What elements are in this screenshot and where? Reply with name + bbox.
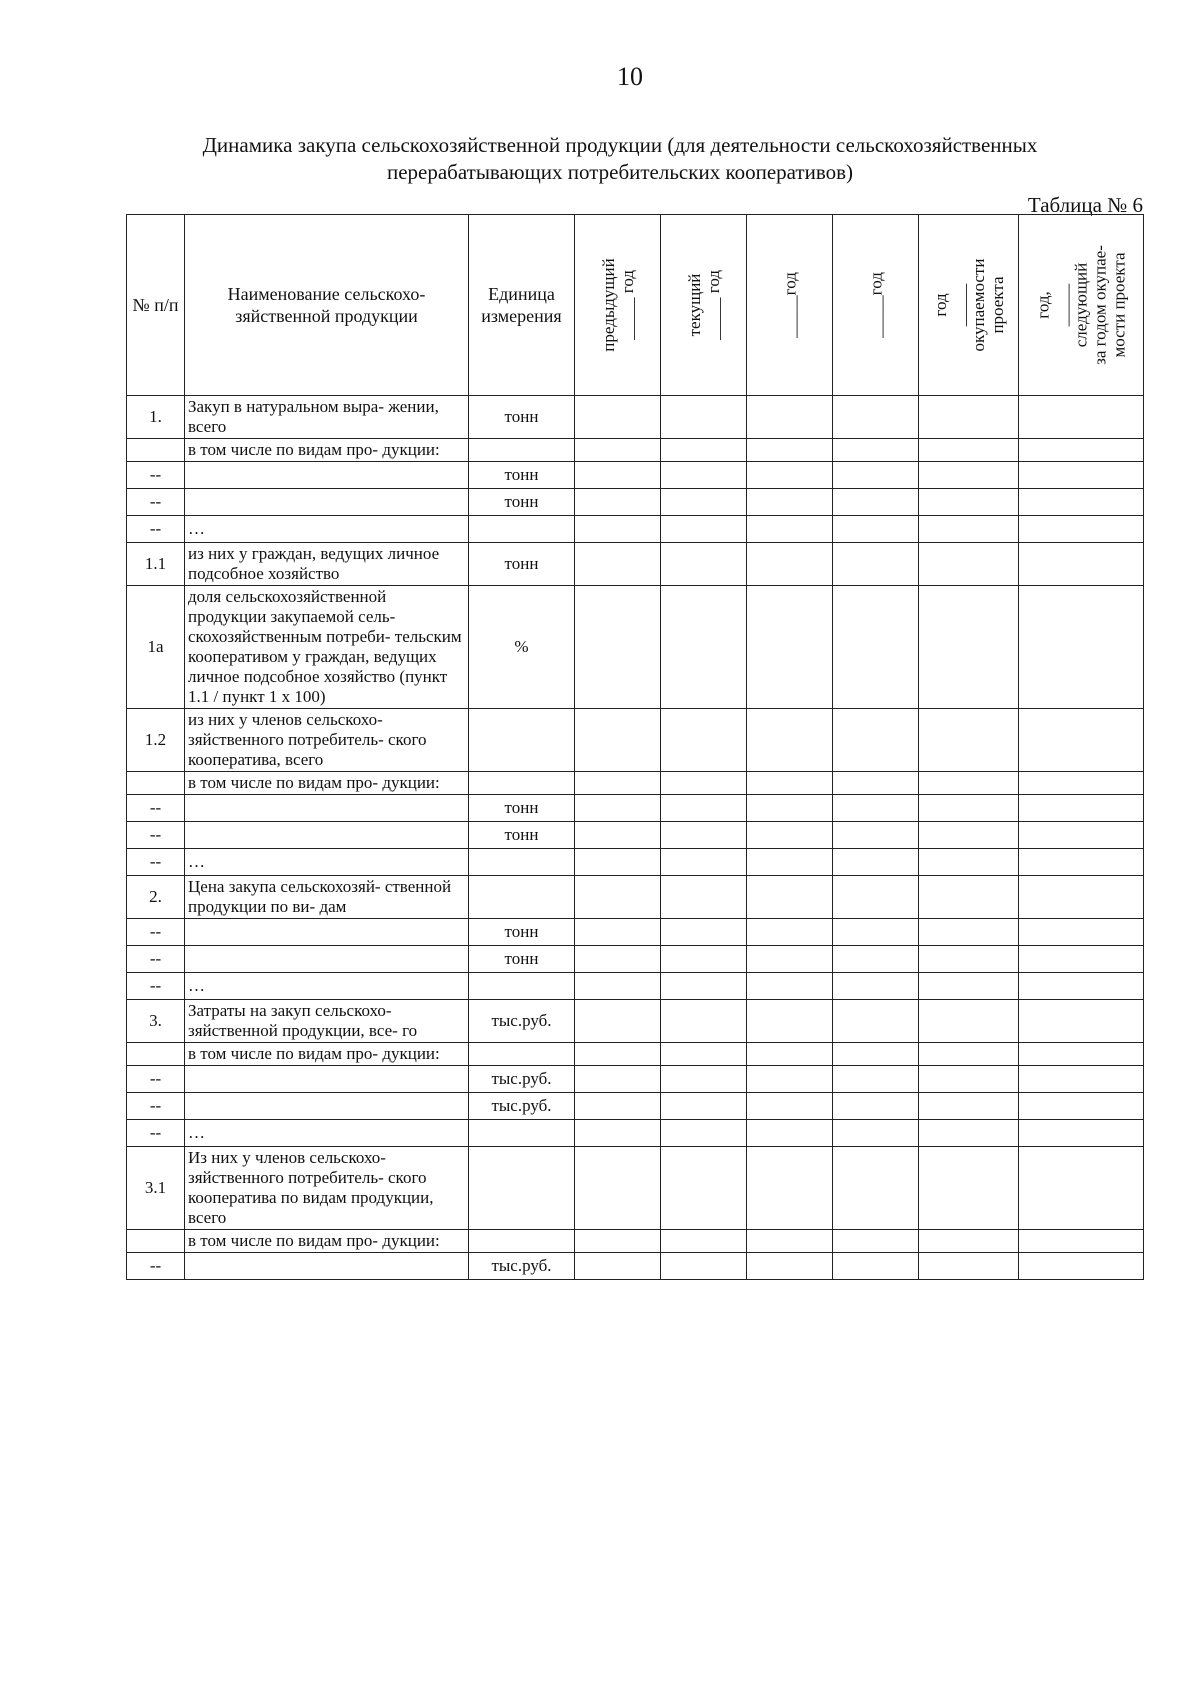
value-cell: [919, 1066, 1019, 1093]
row-number: --: [127, 462, 185, 489]
row-number: --: [127, 822, 185, 849]
value-cell: [833, 439, 919, 462]
product-name: в том числе по видам про- дукции:: [185, 1230, 469, 1253]
unit-cell: [469, 772, 575, 795]
value-cell: [661, 876, 747, 919]
row-number: 1.1: [127, 543, 185, 586]
header-period-line: следующий: [1071, 262, 1091, 348]
table-row: [127, 586, 1144, 709]
value-cell: [833, 946, 919, 973]
value-cell: [661, 709, 747, 772]
table-row: [127, 1043, 1144, 1066]
value-cell: [1019, 1120, 1144, 1147]
table-row: [127, 543, 1144, 586]
value-cell: [1019, 489, 1144, 516]
value-cell: [661, 849, 747, 876]
value-cell: [575, 1147, 661, 1230]
product-name: [185, 462, 469, 489]
row-number: --: [127, 849, 185, 876]
unit-cell: тонн: [469, 489, 575, 516]
value-cell: [833, 822, 919, 849]
value-cell: [833, 1147, 919, 1230]
product-name: [185, 946, 469, 973]
value-cell: [575, 919, 661, 946]
value-cell: [575, 1120, 661, 1147]
value-cell: [1019, 1230, 1144, 1253]
table-row: [127, 462, 1144, 489]
value-cell: [833, 795, 919, 822]
value-cell: [919, 876, 1019, 919]
table-row: [127, 946, 1144, 973]
value-cell: [833, 462, 919, 489]
value-cell: [661, 973, 747, 1000]
product-name: [185, 1253, 469, 1280]
value-cell: [661, 396, 747, 439]
value-cell: [919, 973, 1019, 1000]
header-period-line: _____ год: [703, 270, 723, 340]
header-period: [833, 215, 919, 396]
value-cell: [919, 396, 1019, 439]
table-row: [127, 709, 1144, 772]
value-cell: [575, 1230, 661, 1253]
product-name: …: [185, 849, 469, 876]
value-cell: [919, 586, 1019, 709]
value-cell: [661, 1066, 747, 1093]
row-number: --: [127, 919, 185, 946]
unit-cell: тыс.руб.: [469, 1093, 575, 1120]
value-cell: [919, 919, 1019, 946]
value-cell: [661, 919, 747, 946]
product-name: [185, 489, 469, 516]
unit-cell: [469, 1120, 575, 1147]
header-unit: Единица измерения: [469, 215, 575, 396]
value-cell: [833, 849, 919, 876]
unit-cell: тыс.руб.: [469, 1253, 575, 1280]
product-name: в том числе по видам про- дукции:: [185, 1043, 469, 1066]
table-row: [127, 1253, 1144, 1280]
value-cell: [833, 919, 919, 946]
table-row: [127, 772, 1144, 795]
value-cell: [575, 973, 661, 1000]
product-name: из них у граждан, ведущих личное подсобное хозяйство: [185, 543, 469, 586]
row-number: 2.: [127, 876, 185, 919]
value-cell: [833, 1230, 919, 1253]
value-cell: [747, 919, 833, 946]
row-number: --: [127, 1093, 185, 1120]
value-cell: [747, 1230, 833, 1253]
unit-cell: тонн: [469, 543, 575, 586]
value-cell: [833, 1093, 919, 1120]
value-cell: [747, 876, 833, 919]
row-number: 1.2: [127, 709, 185, 772]
table-label: Таблица № 6: [1027, 193, 1143, 217]
value-cell: [919, 1093, 1019, 1120]
header-period: [747, 215, 833, 396]
value-cell: [1019, 516, 1144, 543]
value-cell: [747, 462, 833, 489]
value-cell: [919, 849, 1019, 876]
product-name: [185, 822, 469, 849]
value-cell: [1019, 1066, 1144, 1093]
value-cell: [661, 795, 747, 822]
row-number: 1а: [127, 586, 185, 709]
unit-cell: [469, 973, 575, 1000]
page-number: 10: [617, 62, 643, 91]
table-row: [127, 1093, 1144, 1120]
value-cell: [575, 795, 661, 822]
value-cell: [1019, 1253, 1144, 1280]
value-cell: [919, 1120, 1019, 1147]
product-name: Из них у членов сельскохо- зяйственного потребитель- ского кооператива по видам продукции, всего: [185, 1147, 469, 1230]
header-period-line: _____: [949, 283, 969, 327]
value-cell: [919, 822, 1019, 849]
unit-cell: [469, 709, 575, 772]
value-cell: [833, 772, 919, 795]
header-period-line: _____: [1052, 283, 1072, 327]
value-cell: [747, 849, 833, 876]
row-number: --: [127, 946, 185, 973]
value-cell: [747, 1000, 833, 1043]
row-number: --: [127, 1066, 185, 1093]
value-cell: [833, 543, 919, 586]
value-cell: [747, 973, 833, 1000]
procurement-table: [126, 214, 1144, 1280]
value-cell: [919, 516, 1019, 543]
value-cell: [661, 772, 747, 795]
value-cell: [661, 946, 747, 973]
header-period: [919, 215, 1019, 396]
value-cell: [919, 543, 1019, 586]
row-number: --: [127, 1253, 185, 1280]
table-row: [127, 849, 1144, 876]
product-name: Затраты на закуп сельскохо- зяйственной продукции, все- го: [185, 1000, 469, 1043]
value-cell: [1019, 849, 1144, 876]
header-period-line: мости проекта: [1109, 252, 1129, 358]
unit-cell: тонн: [469, 946, 575, 973]
value-cell: [661, 543, 747, 586]
value-cell: [919, 439, 1019, 462]
value-cell: [1019, 1043, 1144, 1066]
header-name: Наименование сельскохо- зяйственной продукции: [185, 215, 469, 396]
unit-cell: %: [469, 586, 575, 709]
value-cell: [919, 795, 1019, 822]
unit-cell: [469, 439, 575, 462]
value-cell: [575, 876, 661, 919]
value-cell: [1019, 1147, 1144, 1230]
header-period-line: проекта: [987, 276, 1007, 334]
value-cell: [747, 822, 833, 849]
value-cell: [575, 439, 661, 462]
value-cell: [661, 1147, 747, 1230]
value-cell: [661, 439, 747, 462]
value-cell: [919, 946, 1019, 973]
table-row: [127, 1147, 1144, 1230]
unit-cell: [469, 516, 575, 543]
title-line-1: Динамика закупа сельскохозяйственной продукции (для деятельности сельскохозяйственных: [202, 133, 1038, 157]
value-cell: [747, 586, 833, 709]
value-cell: [919, 709, 1019, 772]
row-number: 3.: [127, 1000, 185, 1043]
value-cell: [575, 772, 661, 795]
value-cell: [919, 462, 1019, 489]
table-row: [127, 973, 1144, 1000]
value-cell: [575, 396, 661, 439]
value-cell: [747, 1147, 833, 1230]
value-cell: [919, 489, 1019, 516]
value-cell: [661, 586, 747, 709]
value-cell: [575, 586, 661, 709]
value-cell: [833, 586, 919, 709]
value-cell: [833, 1253, 919, 1280]
value-cell: [747, 516, 833, 543]
value-cell: [1019, 543, 1144, 586]
value-cell: [661, 1230, 747, 1253]
value-cell: [747, 1093, 833, 1120]
header-period-line: окупаемости: [968, 258, 988, 352]
header-period: [1019, 215, 1144, 396]
table-row: [127, 439, 1144, 462]
product-name: из них у членов сельскохо- зяйственного потребитель- ского кооператива, всего: [185, 709, 469, 772]
value-cell: [575, 849, 661, 876]
value-cell: [919, 1147, 1019, 1230]
row-number: --: [127, 489, 185, 516]
value-cell: [833, 1066, 919, 1093]
product-name: [185, 1066, 469, 1093]
header-period-line: _____год: [780, 272, 799, 338]
row-number: --: [127, 795, 185, 822]
unit-cell: тонн: [469, 822, 575, 849]
value-cell: [833, 1000, 919, 1043]
row-number: --: [127, 516, 185, 543]
table-row: [127, 795, 1144, 822]
product-name: [185, 795, 469, 822]
value-cell: [661, 1120, 747, 1147]
value-cell: [575, 1253, 661, 1280]
value-cell: [661, 1043, 747, 1066]
unit-cell: тонн: [469, 396, 575, 439]
table-row: [127, 876, 1144, 919]
header-period-line: год: [930, 293, 950, 317]
value-cell: [575, 543, 661, 586]
header-period-line: текущий: [684, 273, 704, 337]
row-number: [127, 772, 185, 795]
value-cell: [1019, 1000, 1144, 1043]
unit-cell: тонн: [469, 919, 575, 946]
value-cell: [833, 516, 919, 543]
unit-cell: тыс.руб.: [469, 1000, 575, 1043]
row-number: [127, 1230, 185, 1253]
value-cell: [833, 489, 919, 516]
value-cell: [919, 772, 1019, 795]
value-cell: [747, 795, 833, 822]
value-cell: [1019, 973, 1144, 1000]
row-number: [127, 1043, 185, 1066]
value-cell: [747, 946, 833, 973]
value-cell: [747, 439, 833, 462]
product-name: Закуп в натуральном выра- жении, всего: [185, 396, 469, 439]
table-row: [127, 489, 1144, 516]
value-cell: [747, 1253, 833, 1280]
value-cell: [833, 1043, 919, 1066]
value-cell: [833, 709, 919, 772]
value-cell: [661, 1093, 747, 1120]
value-cell: [1019, 876, 1144, 919]
value-cell: [833, 973, 919, 1000]
row-number: --: [127, 973, 185, 1000]
value-cell: [1019, 709, 1144, 772]
value-cell: [1019, 1093, 1144, 1120]
value-cell: [1019, 919, 1144, 946]
value-cell: [747, 1120, 833, 1147]
value-cell: [575, 709, 661, 772]
value-cell: [575, 1066, 661, 1093]
unit-cell: [469, 849, 575, 876]
row-number: [127, 439, 185, 462]
row-number: 3.1: [127, 1147, 185, 1230]
product-name: [185, 919, 469, 946]
value-cell: [1019, 439, 1144, 462]
value-cell: [661, 516, 747, 543]
table-row: [127, 822, 1144, 849]
value-cell: [575, 1093, 661, 1120]
value-cell: [575, 462, 661, 489]
unit-cell: [469, 1147, 575, 1230]
value-cell: [661, 1000, 747, 1043]
header-row: [127, 215, 1144, 396]
value-cell: [833, 1120, 919, 1147]
value-cell: [575, 1043, 661, 1066]
value-cell: [747, 709, 833, 772]
header-period: [661, 215, 747, 396]
unit-cell: [469, 876, 575, 919]
unit-cell: [469, 1043, 575, 1066]
value-cell: [1019, 772, 1144, 795]
value-cell: [833, 876, 919, 919]
product-name: доля сельскохозяйственной продукции закупаемой сель- скохозяйственным потреби- тельским кооперативом у граждан, ведущих личное подсобное хозяйство (пункт 1.1 / пункт 1 х 100): [185, 586, 469, 709]
table-row: [127, 396, 1144, 439]
product-name: …: [185, 973, 469, 1000]
value-cell: [661, 462, 747, 489]
value-cell: [833, 396, 919, 439]
value-cell: [919, 1230, 1019, 1253]
value-cell: [661, 822, 747, 849]
value-cell: [919, 1000, 1019, 1043]
product-name: [185, 1093, 469, 1120]
title-line-2: перерабатывающих потребительских кооперативов): [386, 160, 854, 184]
value-cell: [575, 1000, 661, 1043]
table-row: [127, 1066, 1144, 1093]
table-row: [127, 919, 1144, 946]
product-name: в том числе по видам про- дукции:: [185, 772, 469, 795]
header-period-line: год,: [1033, 291, 1053, 319]
value-cell: [919, 1253, 1019, 1280]
header-num: № п/п: [127, 215, 185, 396]
value-cell: [747, 772, 833, 795]
header-period-line: за годом окупае-: [1090, 245, 1110, 365]
row-number: 1.: [127, 396, 185, 439]
unit-cell: [469, 1230, 575, 1253]
value-cell: [661, 489, 747, 516]
value-cell: [1019, 396, 1144, 439]
table-row: [127, 516, 1144, 543]
value-cell: [661, 1253, 747, 1280]
document-title: [120, 132, 1120, 186]
header-period-line: предыдущий: [598, 258, 618, 352]
product-name: …: [185, 516, 469, 543]
value-cell: [575, 516, 661, 543]
header-period-line: _____ год: [617, 270, 637, 340]
table-row: [127, 1230, 1144, 1253]
row-number: --: [127, 1120, 185, 1147]
value-cell: [575, 946, 661, 973]
table-row: [127, 1120, 1144, 1147]
table-row: [127, 1000, 1144, 1043]
value-cell: [747, 489, 833, 516]
value-cell: [919, 1043, 1019, 1066]
value-cell: [1019, 946, 1144, 973]
value-cell: [575, 822, 661, 849]
value-cell: [1019, 462, 1144, 489]
value-cell: [747, 1043, 833, 1066]
unit-cell: тонн: [469, 795, 575, 822]
header-period-line: _____год: [866, 272, 885, 338]
value-cell: [747, 543, 833, 586]
value-cell: [575, 489, 661, 516]
value-cell: [1019, 822, 1144, 849]
header-period: [575, 215, 661, 396]
product-name: в том числе по видам про- дукции:: [185, 439, 469, 462]
unit-cell: тыс.руб.: [469, 1066, 575, 1093]
value-cell: [1019, 586, 1144, 709]
unit-cell: тонн: [469, 462, 575, 489]
value-cell: [747, 396, 833, 439]
value-cell: [747, 1066, 833, 1093]
product-name: …: [185, 1120, 469, 1147]
value-cell: [1019, 795, 1144, 822]
product-name: Цена закупа сельскохозяй- ственной продукции по ви- дам: [185, 876, 469, 919]
